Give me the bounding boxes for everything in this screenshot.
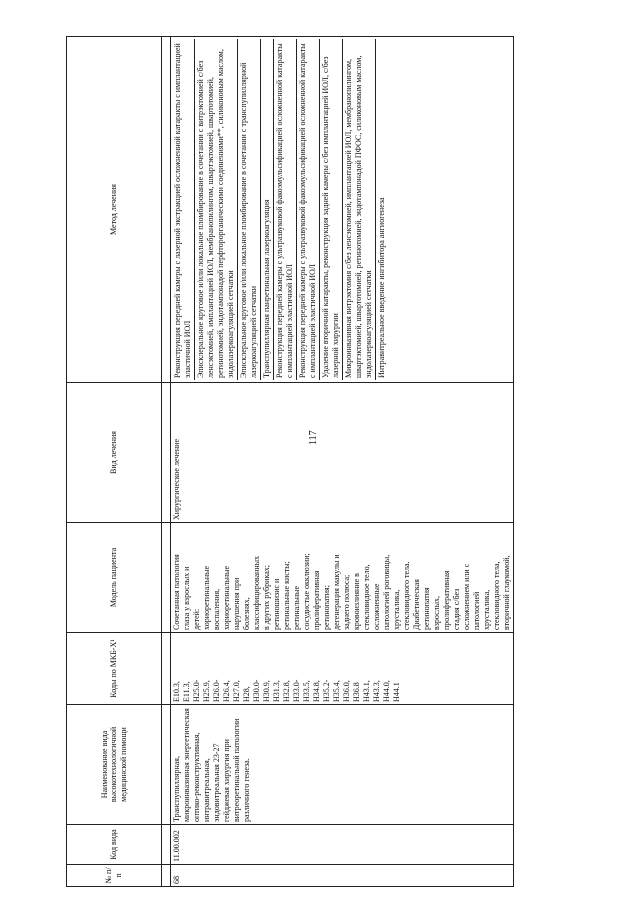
table-row <box>171 37 514 887</box>
model-line: стекловидного тела. <box>402 561 411 630</box>
row-kind: Хирургическое лечение <box>171 383 514 523</box>
model-line: осложнением или с <box>462 563 471 630</box>
icd-code: H31.3, <box>272 680 281 702</box>
model-line: Сочетанная патология <box>172 554 181 630</box>
model-line: болезнях, <box>242 597 251 630</box>
model-line: хориоретинальные <box>202 565 211 630</box>
icd-code: E11.3, <box>182 681 191 702</box>
model-line: нарушения при <box>232 577 241 630</box>
model-line: взрослых, <box>432 595 441 630</box>
model-line: классифицированных <box>252 556 261 630</box>
model-line: патологией роговицы, <box>382 554 391 630</box>
row-icd-codes <box>171 633 514 705</box>
model-line: хрусталика, <box>482 589 491 630</box>
method-item: Эписклеральное круговое и/или локальное пломбирование в сочетании с транспупиллярной лазеркоагуляцией сетчатки <box>237 39 260 380</box>
method-item: Реконструкция передней камеры с ультразвуковой факоэмульсификацией осложненной катаракты с имплантацией эластичной ИОЛ <box>296 39 319 380</box>
icd-code: H43.1, <box>362 680 371 702</box>
icd-code: H25.0- <box>192 679 201 702</box>
method-item: Эписклеральное круговое и/или локальное пломбирование в сочетании с витрэктомией с/без ленсэктомией, имплантацией ИОЛ, мембранопилингом, швартэктомией, швартотомией, ретинотомией, эндотампонадой перфторорганическими соединениями**, силиконовым маслом, эндолазеркоагуляцией сетчатки <box>194 39 237 380</box>
row-name: Транспупиллярная, микроинвазивная энергетическая оптико-реконструктивная, интравитреальная, эндовитреальная 23-27 гейджевая хирургия при витреоретинальной патологии различного генеза. <box>171 705 514 825</box>
header-icd: Коды по МКБ-X¹ <box>67 633 162 705</box>
icd-code: H32.8, <box>282 680 291 702</box>
icd-code: H26.4, <box>222 680 231 702</box>
icd-code: H28, <box>242 686 251 702</box>
icd-code: H26.0- <box>212 679 221 702</box>
method-item: Микроинвазивная витрэктомия с/без ленсэктомией, имплантацией ИОЛ, мембранопилингом, швартэктомией, швартотомией, ретинотомией, эндотампонадой ПФОС, силиконовым маслом, эндолазеркоагуляцией сетчатки <box>342 39 375 380</box>
header-code: Код вида <box>67 825 162 865</box>
icd-code: H36.0, <box>342 680 351 702</box>
header-num: № п/п <box>67 865 162 887</box>
icd-code: H35.2- <box>322 679 331 702</box>
row-code: 11.00.002 <box>171 825 514 865</box>
model-line: патологией <box>472 591 481 630</box>
header-name: Наименование вида высокотехнологичной медицинской помощи <box>67 705 162 825</box>
model-line: ретинопатия <box>422 587 431 630</box>
model-line: детей: <box>192 608 201 630</box>
icd-code: H30.0- <box>252 679 261 702</box>
model-line: Диабетическая <box>412 579 421 630</box>
row-num: 68 <box>171 865 514 887</box>
model-line: стекловидного тела, <box>492 561 501 630</box>
table-header-row <box>67 37 162 887</box>
model-line: сосудистые окклюзии; <box>302 553 311 630</box>
model-line: стадия с/без <box>452 588 461 630</box>
model-line: в других рубриках; <box>262 565 271 630</box>
model-line: пролиферативная <box>312 570 321 630</box>
model-line: заднего полюса; <box>342 574 351 630</box>
icd-code: H33.5, <box>302 680 311 702</box>
model-line: глаза у взрослых и <box>182 566 191 630</box>
model-line: стекловидное тело, <box>362 564 371 630</box>
icd-code: H44.0, <box>382 680 391 702</box>
model-line: ретинопатия; <box>322 585 331 630</box>
model-line: воспаления, <box>212 588 221 630</box>
model-line: хориоретинальные <box>222 565 231 630</box>
model-line: вторичной глаукомой, <box>502 555 511 630</box>
header-model: Модель пациента <box>67 523 162 633</box>
icd-code: H33.0- <box>292 679 301 702</box>
method-item: Удаление вторичной катаракты, реконструкция задней камеры с/без имплантацией ИОЛ, с/без лазерной хирургии <box>319 39 342 380</box>
icd-code: H43.3, <box>372 680 381 702</box>
icd-code: H44.1 <box>392 682 401 702</box>
model-line: ретинальные кисты; <box>282 561 291 630</box>
row-model <box>171 523 514 633</box>
icd-code: H30.9, <box>262 680 271 702</box>
icd-code: H27.0, <box>232 680 241 702</box>
vmp-table <box>66 36 514 887</box>
method-item: Реконструкция передней камеры с ультразвуковой факоэмульсификацией осложненной катаракты с имплантацией эластичной ИОЛ <box>273 39 296 380</box>
header-method: Метод лечения <box>67 37 162 383</box>
model-line: ретиношизис и <box>272 578 281 630</box>
icd-code: H25.9, <box>202 680 211 702</box>
model-line: ретинальные <box>292 585 301 630</box>
method-item: Транспупиллярная панретинальная лазеркоагуляция <box>260 39 273 380</box>
page-number: 117 <box>308 430 319 445</box>
method-item: Интравитреальное введение ингибитора ангиогенеза <box>375 39 388 380</box>
icd-code: H34.8, <box>312 680 321 702</box>
header-kind: Вид лечения <box>67 383 162 523</box>
model-line: дегенерация макулы и <box>332 554 341 630</box>
spacer-row <box>162 37 171 887</box>
icd-code: E10.3, <box>172 681 181 702</box>
method-item: Реконструкция передней камеры с лазерной экстракцией осложненной катаракты с имплантацией эластичной ИОЛ <box>173 43 192 378</box>
model-line: кровоизлияние в <box>352 573 361 630</box>
icd-code: H36.8 <box>352 682 361 702</box>
icd-code: H35.4, <box>332 680 341 702</box>
row-methods <box>171 37 514 383</box>
model-line: осложненные <box>372 583 381 630</box>
model-line: пролиферативная <box>442 570 451 630</box>
model-line: хрусталика, <box>392 589 401 630</box>
